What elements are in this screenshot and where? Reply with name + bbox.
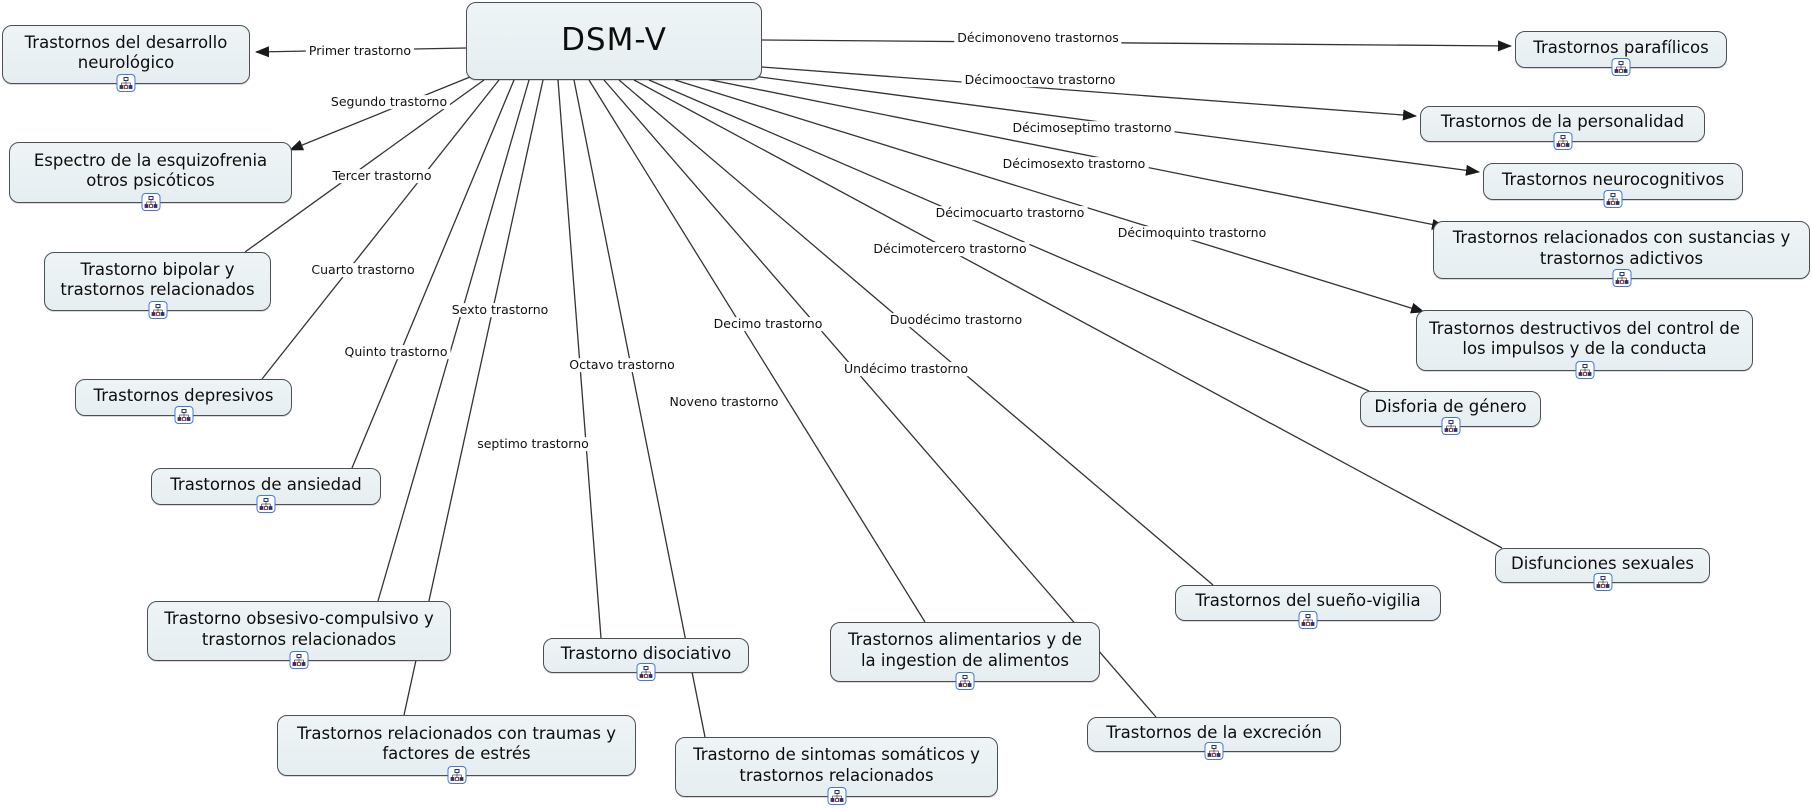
concept-map-icon[interactable]	[1205, 742, 1224, 760]
node-label: Trastornos de ansiedad	[170, 474, 362, 494]
edge-label-segundo[interactable]: Segundo trastorno	[328, 95, 450, 109]
node-traumas-estres[interactable]	[277, 715, 636, 776]
node-label: Trastorno obsesivo-compulsivo y trastornos relacionados	[164, 609, 434, 649]
edge-line-cuarto	[262, 80, 499, 379]
node-label: Trastornos del desarrollo neurológico	[24, 32, 228, 72]
edge-label-decimo[interactable]: Decimo trastorno	[711, 317, 826, 331]
edge-label-octavo[interactable]: Octavo trastorno	[566, 358, 678, 372]
edge-label-decimoseptimo[interactable]: Décimoseptimo trastorno	[1009, 121, 1174, 135]
node-personalidad[interactable]	[1420, 106, 1705, 142]
node-label: Trastornos relacionados con sustancias y trastornos adictivos	[1452, 228, 1791, 268]
edge-label-quinto[interactable]: Quinto trastorno	[342, 345, 451, 359]
concept-map-glyph	[959, 675, 972, 687]
concept-map-icon[interactable]	[174, 406, 193, 424]
node-parafilicos[interactable]	[1515, 31, 1727, 68]
edge-label-decimosexto[interactable]: Décimosexto trastorno	[1000, 157, 1149, 171]
concept-map-icon[interactable]	[148, 301, 167, 319]
node-dsm-v[interactable]	[466, 2, 762, 80]
concept-map-icon[interactable]	[1575, 361, 1594, 379]
edge-label-sexto[interactable]: Sexto trastorno	[449, 303, 552, 317]
concept-map-glyph	[830, 790, 843, 802]
concept-map-icon[interactable]	[117, 74, 136, 92]
node-desarrollo-neurologico[interactable]	[2, 25, 250, 84]
node-alimentarios[interactable]	[830, 622, 1100, 682]
node-destructivos-impulsos[interactable]	[1416, 310, 1753, 371]
edge-label-decimocuarto[interactable]: Décimocuarto trastorno	[933, 206, 1088, 220]
edge-label-undecimo[interactable]: Undécimo trastorno	[841, 362, 971, 376]
node-depresivos[interactable]	[75, 379, 292, 416]
concept-map-icon[interactable]	[1553, 132, 1572, 150]
concept-map-glyph	[1615, 272, 1628, 284]
concept-map-icon[interactable]	[1612, 58, 1631, 76]
concept-map-glyph	[450, 769, 463, 781]
node-disforia-genero[interactable]	[1360, 391, 1541, 427]
concept-map-glyph	[120, 77, 133, 89]
node-label: Trastornos alimentarios y de la ingestion de alimentos	[847, 630, 1083, 670]
concept-map-glyph	[293, 654, 306, 666]
concept-map-icon[interactable]	[141, 193, 160, 211]
concept-map-icon[interactable]	[290, 651, 309, 669]
node-espectro-esquizofrenia[interactable]	[9, 142, 292, 203]
node-label: Trastornos destructivos del control de los impulsos y de la conducta	[1429, 318, 1740, 358]
node-sintomas-somaticos[interactable]	[675, 737, 998, 797]
concept-map-glyph	[1556, 135, 1569, 147]
concept-map-glyph	[1596, 576, 1609, 588]
edge-label-primer[interactable]: Primer trastorno	[306, 44, 414, 58]
concept-map-glyph	[1302, 614, 1315, 626]
concept-map-glyph	[1578, 364, 1591, 376]
concept-map-glyph	[640, 666, 653, 678]
edge-label-tercer[interactable]: Tercer trastorno	[330, 169, 435, 183]
edge-label-decimotercero[interactable]: Décimotercero trastorno	[870, 242, 1029, 256]
edge-line-decimotercero	[634, 80, 1502, 548]
concept-map-glyph	[144, 196, 157, 208]
node-label: Trastornos depresivos	[93, 385, 274, 405]
node-label: Trastornos parafílicos	[1533, 37, 1709, 57]
concept-map-glyph	[1607, 193, 1620, 205]
edge-line-decimonoveno	[762, 40, 1511, 46]
edge-line-segundo	[290, 77, 470, 150]
edge-label-decimooctavo[interactable]: Décimooctavo trastorno	[962, 73, 1119, 87]
concept-map-icon[interactable]	[257, 495, 276, 513]
concept-map-icon[interactable]	[1612, 269, 1631, 287]
node-label: Trastornos relacionados con traumas y factores de estrés	[296, 723, 617, 763]
node-label: Trastornos de la excreción	[1106, 722, 1322, 742]
concept-map-icon[interactable]	[637, 663, 656, 681]
concept-map-glyph	[1444, 420, 1457, 432]
node-sustancias-adictivos[interactable]	[1433, 221, 1810, 279]
concept-map-glyph	[1208, 745, 1221, 757]
edge-label-noveno[interactable]: Noveno trastorno	[667, 395, 782, 409]
node-disociativo[interactable]	[543, 638, 749, 673]
node-label: Espectro de la esquizofrenia otros psicóticos	[33, 150, 268, 190]
node-label: Disfunciones sexuales	[1511, 553, 1694, 573]
concept-map-icon[interactable]	[1441, 417, 1460, 435]
node-obsesivo-compulsivo[interactable]	[147, 601, 451, 661]
concept-map-icon[interactable]	[447, 766, 466, 784]
concept-map-glyph	[260, 498, 273, 510]
concept-map-glyph	[1615, 61, 1628, 73]
node-label: DSM-V	[561, 22, 667, 59]
edge-label-decimoquinto[interactable]: Décimoquinto trastorno	[1115, 226, 1270, 240]
edge-line-decimo	[589, 80, 925, 622]
edge-line-sexto	[378, 80, 529, 601]
node-excrecion[interactable]	[1087, 717, 1341, 752]
node-label: Trastornos de la personalidad	[1440, 112, 1685, 132]
concept-map-glyph	[177, 409, 190, 421]
concept-map-icon[interactable]	[827, 787, 846, 805]
concept-map-glyph	[151, 304, 164, 316]
node-neurocognitivos[interactable]	[1483, 163, 1743, 200]
node-ansiedad[interactable]	[151, 468, 381, 505]
node-label: Trastorno disociativo	[560, 643, 732, 663]
node-bipolar[interactable]	[44, 252, 271, 311]
edge-label-septimo[interactable]: septimo trastorno	[474, 437, 592, 451]
edge-label-cuarto[interactable]: Cuarto trastorno	[308, 263, 417, 277]
node-disfunciones-sexuales[interactable]	[1495, 548, 1710, 583]
node-label: Disforia de género	[1374, 397, 1527, 417]
node-label: Trastorno de sintomas somáticos y trastornos relacionados	[693, 745, 980, 785]
node-label: Trastornos del sueño-vigilia	[1195, 591, 1421, 611]
node-label: Trastorno bipolar y trastornos relacionados	[60, 259, 255, 299]
concept-map-icon[interactable]	[1604, 190, 1623, 208]
edge-label-decimonoveno[interactable]: Décimonoveno trastornos	[954, 31, 1121, 45]
node-label: Trastornos neurocognitivos	[1501, 169, 1725, 189]
concept-map-icon[interactable]	[956, 672, 975, 690]
concept-map-icon[interactable]	[1593, 573, 1612, 591]
concept-map-icon[interactable]	[1299, 611, 1318, 629]
node-sueno-vigilia[interactable]	[1175, 585, 1441, 621]
edge-label-duodecimo[interactable]: Duodécimo trastorno	[887, 313, 1025, 327]
